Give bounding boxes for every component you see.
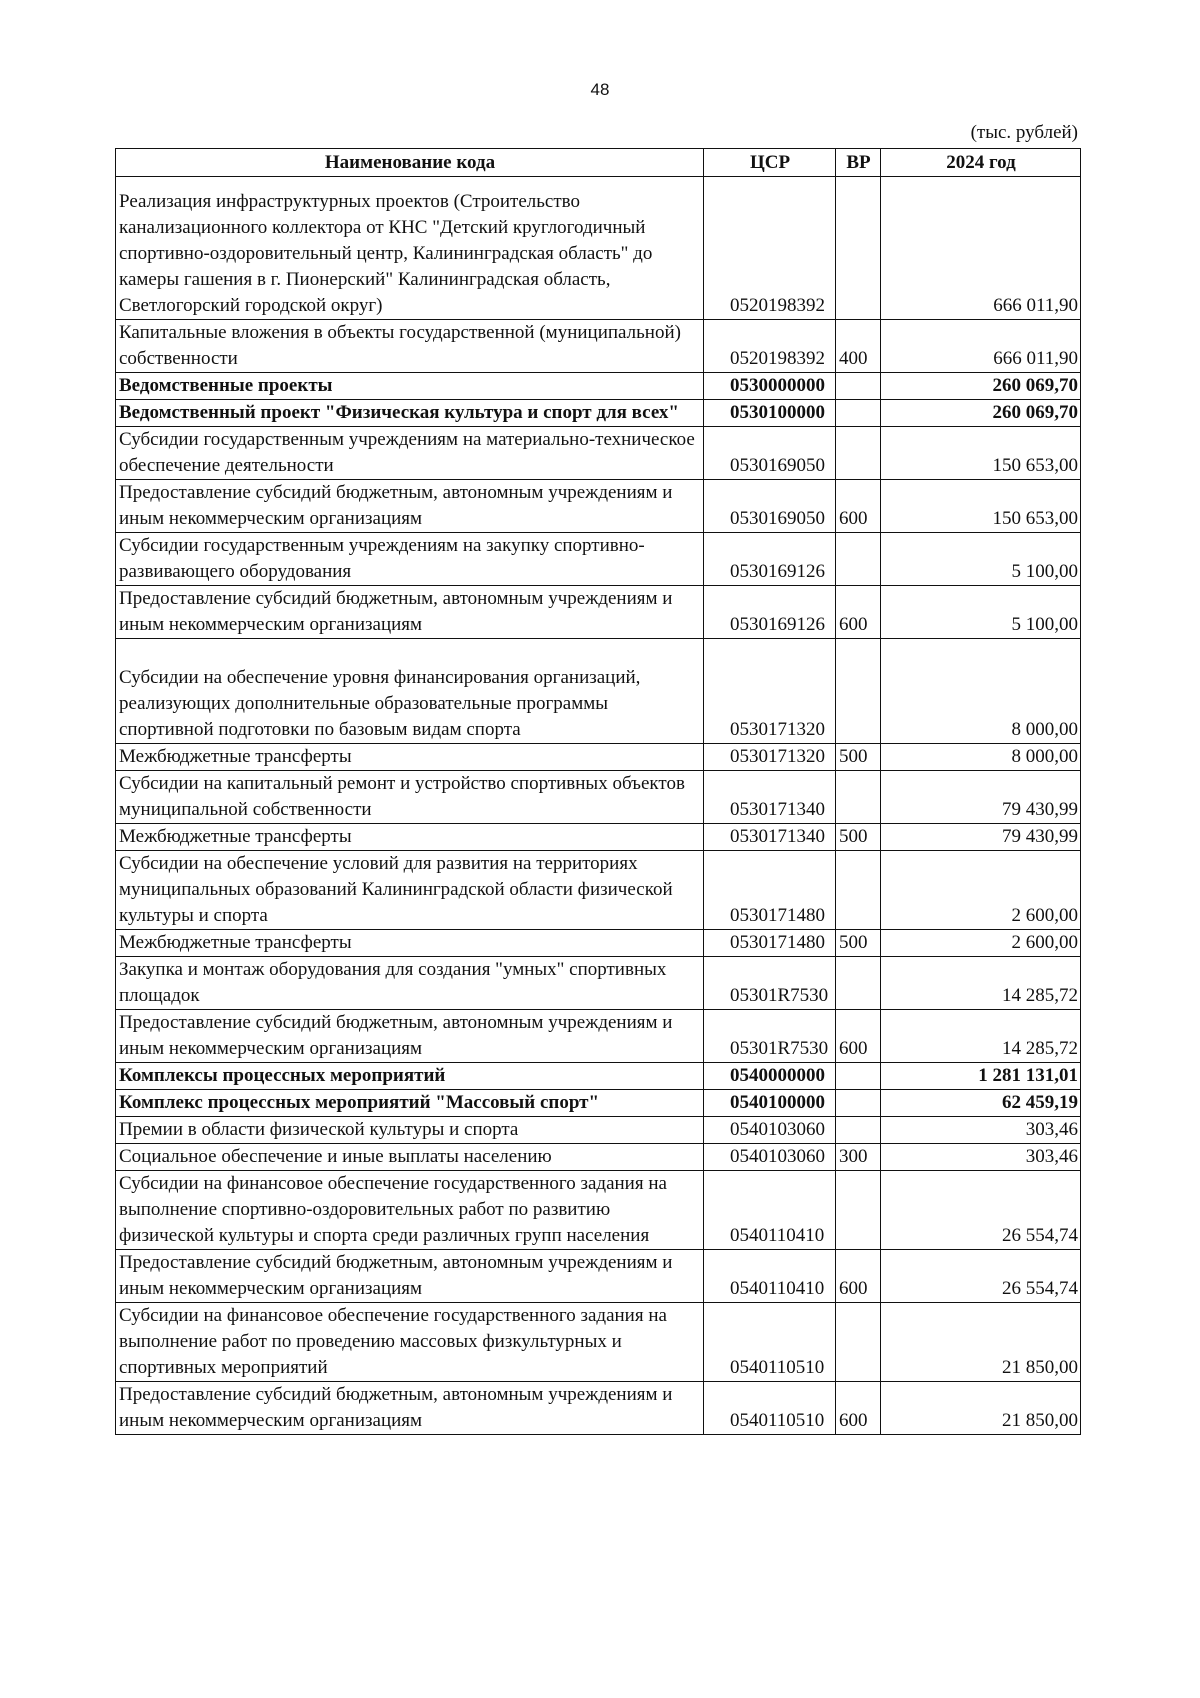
row-csr-cell: 0530169126	[704, 586, 836, 639]
row-name-cell: Субсидии на капитальный ремонт и устройство спортивных объектов муниципальной собственности	[116, 771, 704, 824]
row-name-cell: Предоставление субсидий бюджетным, автономным учреждениям и иным некоммерческим организациям	[116, 1010, 704, 1063]
row-amount-cell: 2 600,00	[881, 851, 1081, 930]
row-csr-cell: 0520198392	[704, 320, 836, 373]
row-csr-cell: 0530100000	[704, 400, 836, 427]
row-name-cell: Межбюджетные трансферты	[116, 930, 704, 957]
row-amount-cell: 62 459,19	[881, 1090, 1081, 1117]
table-row	[116, 1382, 1081, 1435]
row-csr-cell: 0540100000	[704, 1090, 836, 1117]
row-csr-cell: 0530171320	[704, 639, 836, 744]
table-row	[116, 1063, 1081, 1090]
row-vr-cell: 500	[836, 824, 881, 851]
row-amount-cell: 8 000,00	[881, 639, 1081, 744]
table-row	[116, 1171, 1081, 1250]
row-amount-cell: 303,46	[881, 1117, 1081, 1144]
table-row	[116, 533, 1081, 586]
table-row	[116, 1303, 1081, 1382]
row-vr-cell	[836, 1063, 881, 1090]
row-amount-cell: 14 285,72	[881, 1010, 1081, 1063]
table-row	[116, 1250, 1081, 1303]
row-csr-cell: 0520198392	[704, 177, 836, 320]
row-csr-cell: 0530000000	[704, 373, 836, 400]
row-name-cell: Премии в области физической культуры и спорта	[116, 1117, 704, 1144]
header-name: Наименование кода	[116, 149, 704, 177]
row-name-cell: Субсидии государственным учреждениям на закупку спортивно-развивающего оборудования	[116, 533, 704, 586]
row-csr-cell: 0530171480	[704, 851, 836, 930]
row-csr-cell: 0530169126	[704, 533, 836, 586]
table-row	[116, 639, 1081, 744]
row-vr-cell	[836, 1117, 881, 1144]
row-amount-cell: 79 430,99	[881, 824, 1081, 851]
row-name-cell: Капитальные вложения в объекты государственной (муниципальной) собственности	[116, 320, 704, 373]
budget-table	[115, 148, 1081, 1435]
row-csr-cell: 0540110510	[704, 1303, 836, 1382]
row-vr-cell	[836, 533, 881, 586]
row-vr-cell	[836, 400, 881, 427]
row-csr-cell: 0540000000	[704, 1063, 836, 1090]
table-row	[116, 320, 1081, 373]
row-vr-cell	[836, 1171, 881, 1250]
row-name-cell: Закупка и монтаж оборудования для создания "умных" спортивных площадок	[116, 957, 704, 1010]
row-name-cell: Предоставление субсидий бюджетным, автономным учреждениям и иным некоммерческим организациям	[116, 586, 704, 639]
row-amount-cell: 150 653,00	[881, 480, 1081, 533]
row-vr-cell	[836, 427, 881, 480]
row-amount-cell: 8 000,00	[881, 744, 1081, 771]
table-row	[116, 586, 1081, 639]
row-csr-cell: 0530171480	[704, 930, 836, 957]
row-csr-cell: 0530171320	[704, 744, 836, 771]
table-row	[116, 427, 1081, 480]
row-vr-cell	[836, 851, 881, 930]
row-csr-cell: 0540110510	[704, 1382, 836, 1435]
row-name-cell: Межбюджетные трансферты	[116, 744, 704, 771]
row-amount-cell: 666 011,90	[881, 177, 1081, 320]
row-name-cell: Реализация инфраструктурных проектов (Строительство канализационного коллектора от КНС "Детский круглогодичный спортивно-оздоровительный центр, Калининградская область" до камеры гашения в г. Пионерский" Калининградская область, Светлогорский городской округ)	[116, 177, 704, 320]
table-row	[116, 1010, 1081, 1063]
header-vr: ВР	[836, 149, 881, 177]
row-vr-cell: 600	[836, 1382, 881, 1435]
row-vr-cell: 500	[836, 930, 881, 957]
table-row	[116, 1144, 1081, 1171]
row-vr-cell: 500	[836, 744, 881, 771]
table-row	[116, 1117, 1081, 1144]
page-number: 48	[590, 80, 610, 99]
row-name-cell: Предоставление субсидий бюджетным, автономным учреждениям и иным некоммерческим организациям	[116, 480, 704, 533]
table-row	[116, 930, 1081, 957]
row-name-cell: Субсидии на финансовое обеспечение государственного задания на выполнение работ по проведению массовых физкультурных и спортивных мероприятий	[116, 1303, 704, 1382]
table-row	[116, 824, 1081, 851]
row-amount-cell: 26 554,74	[881, 1171, 1081, 1250]
row-vr-cell	[836, 957, 881, 1010]
row-vr-cell: 400	[836, 320, 881, 373]
row-vr-cell	[836, 771, 881, 824]
table-row	[116, 400, 1081, 427]
row-amount-cell: 666 011,90	[881, 320, 1081, 373]
header-csr: ЦСР	[704, 149, 836, 177]
row-csr-cell: 0540110410	[704, 1171, 836, 1250]
row-vr-cell: 300	[836, 1144, 881, 1171]
table-row	[116, 851, 1081, 930]
row-csr-cell: 0540110410	[704, 1250, 836, 1303]
row-vr-cell: 600	[836, 480, 881, 533]
row-amount-cell: 21 850,00	[881, 1382, 1081, 1435]
table-row	[116, 744, 1081, 771]
row-amount-cell: 150 653,00	[881, 427, 1081, 480]
row-csr-cell: 0530169050	[704, 427, 836, 480]
row-name-cell: Ведомственный проект "Физическая культура и спорт для всех"	[116, 400, 704, 427]
row-name-cell: Субсидии на финансовое обеспечение государственного задания на выполнение спортивно-оздоровительных работ по развитию физической культуры и спорта среди различных групп населения	[116, 1171, 704, 1250]
row-name-cell: Комплекс процессных мероприятий "Массовый спорт"	[116, 1090, 704, 1117]
table-header-row	[116, 149, 1081, 177]
row-vr-cell	[836, 1303, 881, 1382]
row-name-cell: Субсидии государственным учреждениям на материально-техническое обеспечение деятельности	[116, 427, 704, 480]
row-csr-cell: 0540103060	[704, 1144, 836, 1171]
table-body	[116, 177, 1081, 1435]
row-csr-cell: 0530171340	[704, 824, 836, 851]
table-row	[116, 177, 1081, 320]
row-amount-cell: 21 850,00	[881, 1303, 1081, 1382]
row-csr-cell: 05301R7530	[704, 1010, 836, 1063]
row-name-cell: Предоставление субсидий бюджетным, автономным учреждениям и иным некоммерческим организациям	[116, 1382, 704, 1435]
row-name-cell: Комплексы процессных мероприятий	[116, 1063, 704, 1090]
header-year: 2024 год	[881, 149, 1081, 177]
table-row	[116, 1090, 1081, 1117]
row-name-cell: Межбюджетные трансферты	[116, 824, 704, 851]
row-csr-cell: 0530171340	[704, 771, 836, 824]
row-name-cell: Предоставление субсидий бюджетным, автономным учреждениям и иным некоммерческим организациям	[116, 1250, 704, 1303]
row-amount-cell: 303,46	[881, 1144, 1081, 1171]
unit-note: (тыс. рублей)	[970, 122, 1078, 143]
row-amount-cell: 1 281 131,01	[881, 1063, 1081, 1090]
row-csr-cell: 05301R7530	[704, 957, 836, 1010]
row-vr-cell	[836, 373, 881, 400]
row-name-cell: Ведомственные проекты	[116, 373, 704, 400]
table-row	[116, 480, 1081, 533]
row-amount-cell: 26 554,74	[881, 1250, 1081, 1303]
table-row	[116, 771, 1081, 824]
row-vr-cell: 600	[836, 1010, 881, 1063]
row-vr-cell: 600	[836, 586, 881, 639]
row-amount-cell: 14 285,72	[881, 957, 1081, 1010]
row-amount-cell: 2 600,00	[881, 930, 1081, 957]
row-vr-cell	[836, 639, 881, 744]
row-csr-cell: 0530169050	[704, 480, 836, 533]
row-amount-cell: 5 100,00	[881, 533, 1081, 586]
table-row	[116, 957, 1081, 1010]
row-vr-cell	[836, 177, 881, 320]
row-amount-cell: 5 100,00	[881, 586, 1081, 639]
row-amount-cell: 79 430,99	[881, 771, 1081, 824]
row-vr-cell: 600	[836, 1250, 881, 1303]
table-row	[116, 373, 1081, 400]
row-amount-cell: 260 069,70	[881, 400, 1081, 427]
row-vr-cell	[836, 1090, 881, 1117]
row-amount-cell: 260 069,70	[881, 373, 1081, 400]
row-name-cell: Субсидии на обеспечение уровня финансирования организаций, реализующих дополнительные образовательные программы спортивной подготовки по базовым видам спорта	[116, 639, 704, 744]
row-csr-cell: 0540103060	[704, 1117, 836, 1144]
row-name-cell: Субсидии на обеспечение условий для развития на территориях муниципальных образований Калининградской области физической культуры и спорта	[116, 851, 704, 930]
row-name-cell: Социальное обеспечение и иные выплаты населению	[116, 1144, 704, 1171]
